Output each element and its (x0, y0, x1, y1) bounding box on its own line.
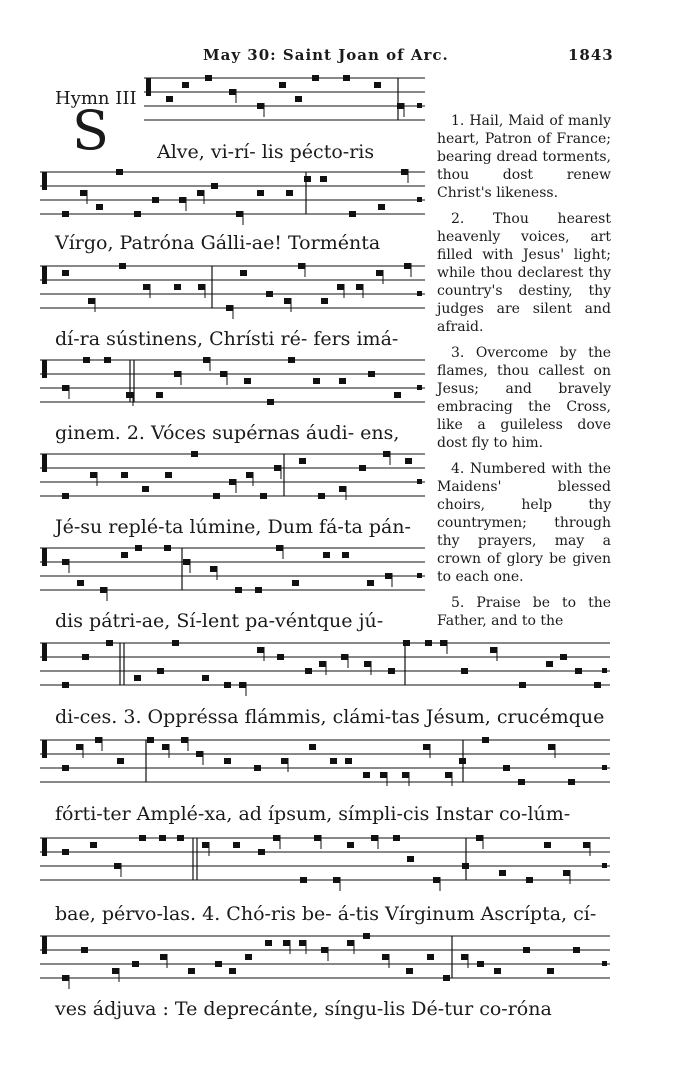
clef-mark (42, 548, 47, 566)
neume (162, 744, 169, 750)
neume (292, 580, 299, 586)
neume (121, 472, 128, 478)
neume (330, 758, 337, 764)
neume (213, 493, 220, 499)
custos (417, 197, 422, 202)
neume (401, 169, 408, 175)
neume (548, 744, 555, 750)
neume (425, 640, 432, 646)
neume (156, 392, 163, 398)
neume (433, 877, 440, 883)
neume (343, 75, 350, 81)
neume (174, 284, 181, 290)
neume (139, 835, 146, 841)
neume (182, 82, 189, 88)
neume (546, 661, 553, 667)
neume (77, 580, 84, 586)
neume (380, 772, 387, 778)
custos (417, 573, 422, 578)
neume (547, 968, 554, 974)
neume (267, 399, 274, 405)
neume (347, 842, 354, 848)
neume (62, 559, 69, 565)
neume (277, 654, 284, 660)
neume (114, 863, 121, 869)
neume (119, 263, 126, 269)
neume (279, 82, 286, 88)
neume (281, 758, 288, 764)
neume (575, 668, 582, 674)
neume (274, 465, 281, 471)
page-number: 1843 (568, 46, 614, 64)
neume (320, 176, 327, 182)
staff-6 (40, 545, 425, 601)
neume (339, 486, 346, 492)
neume (364, 661, 371, 667)
neume (363, 772, 370, 778)
neume (135, 545, 142, 551)
neume (147, 737, 154, 743)
clef-mark (42, 838, 47, 856)
neume (266, 291, 273, 297)
neume (333, 877, 340, 883)
neume (563, 870, 570, 876)
clef-mark (42, 740, 47, 758)
neume (257, 103, 264, 109)
lyric-line-10: ves ádjuva : Te deprecánte, síngu-lis Dé-tur co-róna (55, 998, 552, 1020)
neume (159, 835, 166, 841)
neume (134, 211, 141, 217)
neume (374, 82, 381, 88)
neume (284, 298, 291, 304)
lyric-line-2: Vírgo, Patróna Gálli-ae! Torménta (55, 232, 381, 254)
neume (80, 190, 87, 196)
neume (179, 197, 186, 203)
neume (404, 263, 411, 269)
neume (62, 385, 69, 391)
neume (583, 842, 590, 848)
neume (100, 587, 107, 593)
neume (224, 682, 231, 688)
lyric-line-8: fórti-ter Amplé-xa, ad ípsum, símpli-cis Instar co-lúm- (55, 803, 571, 825)
neume (518, 779, 525, 785)
neume (273, 835, 280, 841)
neume (376, 270, 383, 276)
neume (62, 765, 69, 771)
neume (177, 835, 184, 841)
translation-verse-4: 4. Numbered with the Maidens' blessed choirs, help thy countrymen; through thy prayers, may a crown of glory be given to each one. (437, 461, 611, 585)
neume (246, 472, 253, 478)
lyric-line-9: bae, pérvo-las. 4. Chó-ris be- á-tis Vírginum Ascrípta, cí- (55, 903, 597, 925)
neume (319, 661, 326, 667)
running-header-title: May 30: Saint Joan of Arc. (203, 46, 449, 64)
neume (298, 263, 305, 269)
neume (134, 675, 141, 681)
translation-verse-2: 2. Thou hearest heavenly voices, art filled with Jesus' light; while thou declarest thy country's destiny, thy judges are silent and afraid. (437, 211, 611, 335)
lyric-line-5: Jé-su replé-ta lúmine, Dum fá-ta pán- (55, 516, 411, 538)
hymn-label: Hymn III (55, 88, 137, 109)
staff-2 (40, 169, 425, 225)
neume (462, 863, 469, 869)
neume (405, 458, 412, 464)
neume (482, 737, 489, 743)
custos (602, 863, 607, 868)
neume (255, 587, 262, 593)
neume (198, 284, 205, 290)
neume (490, 647, 497, 653)
neume (295, 96, 302, 102)
neume (117, 758, 124, 764)
neume (299, 458, 306, 464)
neume (258, 849, 265, 855)
neume (461, 668, 468, 674)
neume (181, 737, 188, 743)
neume (523, 947, 530, 953)
clef-mark (146, 78, 151, 96)
neume (142, 486, 149, 492)
neume (265, 940, 272, 946)
neume (304, 176, 311, 182)
lyric-line-7: di-ces. 3. Oppréssa flámmis, clámi-tas Jésum, crucémque (55, 706, 605, 728)
neume (82, 654, 89, 660)
neume (368, 371, 375, 377)
neume (90, 842, 97, 848)
custos (602, 668, 607, 673)
neume (62, 682, 69, 688)
custos (417, 479, 422, 484)
translation-verse-5: 5. Praise be to the Father, and to the (437, 595, 611, 629)
neume (459, 758, 466, 764)
neume (132, 961, 139, 967)
neume (560, 654, 567, 660)
lyric-line-1: Alve, vi-rí- lis pécto-ris (157, 141, 375, 163)
neume (257, 647, 264, 653)
neume (95, 737, 102, 743)
neume (378, 204, 385, 210)
neume (394, 392, 401, 398)
drop-cap-initial: S (72, 99, 109, 162)
staff-8 (40, 737, 610, 786)
neume (239, 682, 246, 688)
neume (164, 545, 171, 551)
neume (215, 961, 222, 967)
neume (423, 744, 430, 750)
neume (499, 870, 506, 876)
translation-verse-1: 1. Hail, Maid of manly heart, Patron of France; bearing dread torments, thou dost renew Christ's likeness. (437, 113, 611, 201)
neume (349, 211, 356, 217)
neume (283, 940, 290, 946)
neume (205, 75, 212, 81)
neume (165, 472, 172, 478)
neume (62, 493, 69, 499)
neume (367, 580, 374, 586)
neume (402, 772, 409, 778)
neume (229, 479, 236, 485)
neume (407, 856, 414, 862)
neume (236, 211, 243, 217)
staff-3 (40, 263, 425, 319)
neume (314, 835, 321, 841)
neume (229, 89, 236, 95)
neume (388, 668, 395, 674)
neume (90, 472, 97, 478)
neume (312, 75, 319, 81)
neume (62, 849, 69, 855)
neume (121, 552, 128, 558)
neume (276, 545, 283, 551)
neume (197, 190, 204, 196)
neume (337, 284, 344, 290)
neume (88, 298, 95, 304)
neume (62, 975, 69, 981)
neume (233, 842, 240, 848)
clef-mark (42, 454, 47, 472)
neume (244, 378, 251, 384)
neume (397, 103, 404, 109)
neume (196, 751, 203, 757)
neume (260, 493, 267, 499)
neume (313, 378, 320, 384)
staff-9 (40, 835, 610, 891)
neume (183, 559, 190, 565)
neume (226, 305, 233, 311)
neume (461, 954, 468, 960)
neume (573, 947, 580, 953)
neume (342, 552, 349, 558)
neume (321, 298, 328, 304)
neume (62, 270, 69, 276)
neume (288, 357, 295, 363)
lyric-line-4: ginem. 2. Vóces supérnas áudi- ens, (55, 422, 400, 444)
staff-7 (40, 640, 610, 696)
neume (477, 961, 484, 967)
neume (106, 640, 113, 646)
custos (417, 291, 422, 296)
neume (323, 552, 330, 558)
neume (76, 744, 83, 750)
neume (371, 835, 378, 841)
neume (406, 968, 413, 974)
neume (356, 284, 363, 290)
neume (188, 968, 195, 974)
neume (160, 954, 167, 960)
neume (347, 940, 354, 946)
neume (309, 744, 316, 750)
clef-mark (42, 360, 47, 378)
neume (191, 451, 198, 457)
custos (602, 765, 607, 770)
neume (210, 566, 217, 572)
neume (235, 587, 242, 593)
neume (526, 877, 533, 883)
staff-4 (40, 357, 425, 406)
custos (417, 385, 422, 390)
neume (240, 270, 247, 276)
neume (476, 835, 483, 841)
neume (503, 765, 510, 771)
neume (494, 968, 501, 974)
neume (383, 451, 390, 457)
neume (81, 947, 88, 953)
neume (445, 772, 452, 778)
neume (519, 682, 526, 688)
neume (104, 357, 111, 363)
neume (286, 190, 293, 196)
neume (300, 877, 307, 883)
neume (299, 940, 306, 946)
neume (126, 392, 133, 398)
translation-column (437, 112, 611, 630)
clef-mark (42, 936, 47, 954)
neume (345, 758, 352, 764)
neume (166, 96, 173, 102)
neume (116, 169, 123, 175)
staff-10 (40, 933, 610, 989)
custos (417, 103, 422, 108)
neume (172, 640, 179, 646)
neume (403, 640, 410, 646)
neume (229, 968, 236, 974)
neume (157, 668, 164, 674)
neume (174, 371, 181, 377)
neume (62, 211, 69, 217)
neume (203, 357, 210, 363)
staff-5 (40, 451, 425, 500)
neume (594, 682, 601, 688)
neume (143, 284, 150, 290)
neume (257, 190, 264, 196)
neume (202, 675, 209, 681)
neume (393, 835, 400, 841)
neume (112, 968, 119, 974)
clef-mark (42, 643, 47, 661)
neume (363, 933, 370, 939)
neume (321, 947, 328, 953)
lyric-line-6: dis pátri-ae, Sí-lent pa-véntque jú- (55, 610, 384, 632)
neume (568, 779, 575, 785)
neume (440, 640, 447, 646)
neume (339, 378, 346, 384)
neume (245, 954, 252, 960)
neume (443, 975, 450, 981)
lyric-line-3: dí-ra sústinens, Chrísti ré- fers imá- (55, 328, 399, 350)
neume (359, 465, 366, 471)
neume (544, 842, 551, 848)
neume (382, 954, 389, 960)
neume (385, 573, 392, 579)
neume (96, 204, 103, 210)
neume (427, 954, 434, 960)
neume (211, 183, 218, 189)
clef-mark (42, 172, 47, 190)
neume (254, 765, 261, 771)
staff-1 (144, 75, 425, 120)
neume (202, 842, 209, 848)
clef-mark (42, 266, 47, 284)
neume (341, 654, 348, 660)
custos (602, 961, 607, 966)
neume (318, 493, 325, 499)
neume (224, 758, 231, 764)
translation-verse-3: 3. Overcome by the flames, thou callest on Jesus; and bravely embracing the Cross, like a guileless dove dost fly to him. (437, 345, 611, 451)
neume (83, 357, 90, 363)
neume (220, 371, 227, 377)
neume (152, 197, 159, 203)
neume (305, 668, 312, 674)
